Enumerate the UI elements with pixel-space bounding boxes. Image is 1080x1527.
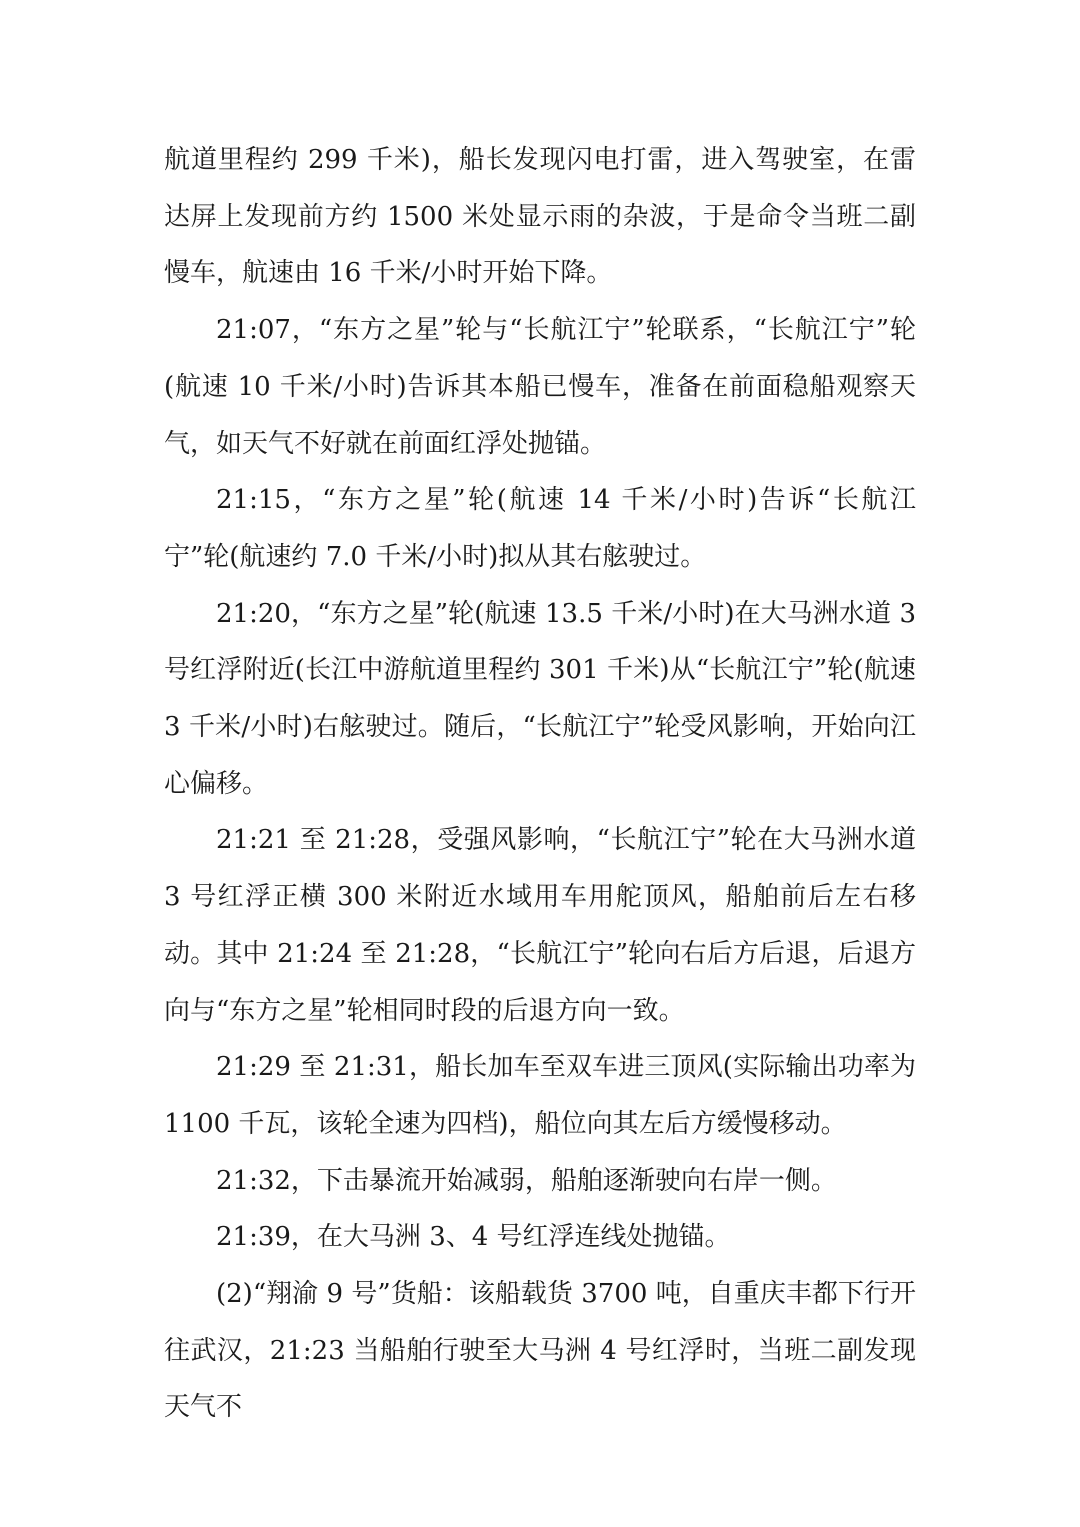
paragraph-7: 21:32，下击暴流开始减弱，船舶逐渐驶向右岸一侧。 xyxy=(216,1165,837,1196)
paragraph-4: 21:20，“东方之星”轮(航速 13.5 千米/小时)在大马洲水道 3 号红浮附近(长江中游航道里程约 301 千米)从“长航江宁”轮(航速 3 千米/小时)右舷驶过。随后，“长航江宁”轮受风影响，开始向江心偏移。 xyxy=(164,598,916,799)
paragraph-2: 21:07，“东方之星”轮与“长航江宁”轮联系，“长航江宁”轮(航速 10 千米/小时)告诉其本船已慢车，准备在前面稳船观察天气，如天气不好就在前面红浮处抛锚。 xyxy=(164,315,916,459)
paragraph-6: 21:29 至 21:31，船长加车至双车进三顶风(实际输出功率为 1100 千瓦，该轮全速为四档)，船位向其左后方缓慢移动。 xyxy=(164,1052,916,1139)
paragraph-8: 21:39，在大马洲 3、4 号红浮连线处抛锚。 xyxy=(216,1222,731,1253)
paragraph-1: 航道里程约 299 千米)，船长发现闪电打雷，进入驾驶室，在雷达屏上发现前方约 1500 米处显示雨的杂波，于是命令当班二副慢车，航速由 16 千米/小时开始下降。 xyxy=(164,145,916,289)
paragraph-5: 21:21 至 21:28，受强风影响，“长航江宁”轮在大马洲水道 3 号红浮正横 300 米附近水域用车用舵顶风，船舶前后左右移动。其中 21:24 至 21:28，“长航江宁”轮向右后方后退，后退方向与“东方之星”轮相同时段的后退方向一致。 xyxy=(164,825,916,1026)
paragraph-3: 21:15，“东方之星”轮(航速 14 千米/小时)告诉“长航江宁”轮(航速约 7.0 千米/小时)拟从其右舷驶过。 xyxy=(164,485,916,572)
document-body xyxy=(164,132,916,1436)
paragraph-9: (2)“翔渝 9 号”货船：该船载货 3700 吨，自重庆丰都下行开往武汉，21:23 当船舶行驶至大马洲 4 号红浮时，当班二副发现天气不 xyxy=(164,1279,916,1423)
